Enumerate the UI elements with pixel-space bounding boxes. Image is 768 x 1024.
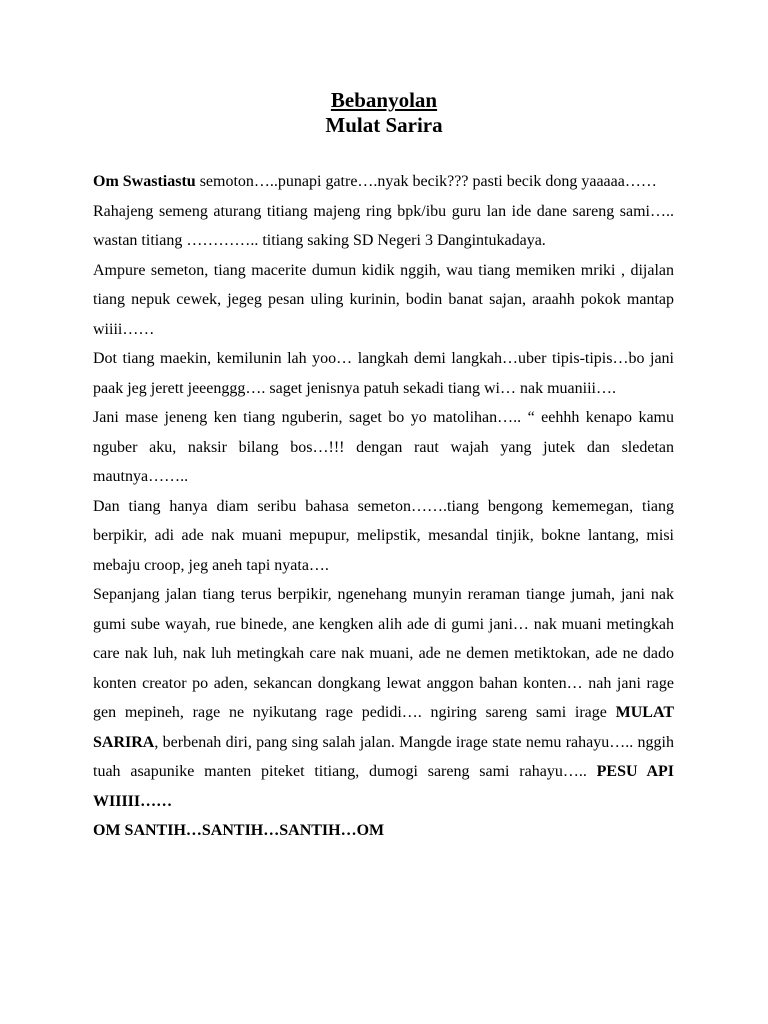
paragraph-message	[93, 580, 674, 816]
paragraph-introduction: Rahajeng semeng aturang titiang majeng ring bpk/ibu guru lan ide dane sareng sami….. wastan titiang ………….. titiang saking SD Negeri 3 Dangintukadaya.	[93, 202, 674, 249]
greeting-bold: Om Swastiastu	[93, 173, 196, 190]
title-block	[0, 88, 768, 138]
paragraph-closing	[93, 816, 674, 846]
message-text-1: Sepanjang jalan tiang terus berpikir, ngenehang munyin reraman tiange jumah, jani nak gumi sube wayah, rue binede, ane kengken alih ade di gumi jani… nak muani metingkah care nak luh, nak luh metingkah care nak muani, ade ne demen metiktokan, ade ne dado konten creator po aden, sekancan dongkang lewat anggon bahan konten… nah jani rage gen mepineh, rage ne nyikutang rage pedidi…. ngiring sareng sami irage	[93, 586, 674, 721]
paragraph-story-1: Ampure semeton, tiang macerite dumun kidik nggih, wau tiang memiken mriki , dijalan tiang nepuk cewek, jegeg pesan uling kurinin, bodin banat sajan, araahh pokok mantap wiiii……	[93, 261, 674, 338]
paragraph-story-3: Jani mase jeneng ken tiang nguberin, saget bo yo matolihan….. “ eehhh kenapo kamu nguber aku, naksir bilang bos…!!! dengan raut wajah yang jutek dan sledetan mautnya……..	[93, 409, 674, 485]
document-subtitle: Mulat Sarira	[325, 113, 443, 137]
paragraph-greeting	[93, 167, 674, 197]
closing-bold: OM SANTIH…SANTIH…SANTIH…OM	[93, 822, 385, 839]
paragraph-story-2: Dot tiang maekin, kemilunin lah yoo… langkah demi langkah…uber tipis-tipis…bo jani paak jeg jerett jeeenggg…. saget jenisnya patuh sekadi tiang wi… nak muaniii….	[93, 350, 674, 397]
message-text-2: , berbenah diri, pang sing salah jalan. Mangde irage state nemu rahayu….. nggih tuah asapunike manten piteket titiang, dumogi sareng sami rahayu…..	[93, 733, 674, 780]
greeting-text: semoton…..punapi gatre….nyak becik??? pasti becik dong yaaaaa……	[195, 173, 657, 190]
paragraph-story-4: Dan tiang hanya diam seribu bahasa semeton…….tiang bengong kememegan, tiang berpikir, adi ade nak muani mepupur, melipstik, mesandal tinjik, bokne lantang, misi mebaju croop, jeg aneh tapi nyata….	[93, 497, 674, 574]
message-bold-mulat-sarira: MULAT SARIRA	[93, 704, 674, 751]
document-body	[93, 167, 674, 846]
document-title: Bebanyolan	[330, 88, 438, 112]
message-bold-pesu-api: PESU API WIIIII……	[93, 763, 674, 810]
